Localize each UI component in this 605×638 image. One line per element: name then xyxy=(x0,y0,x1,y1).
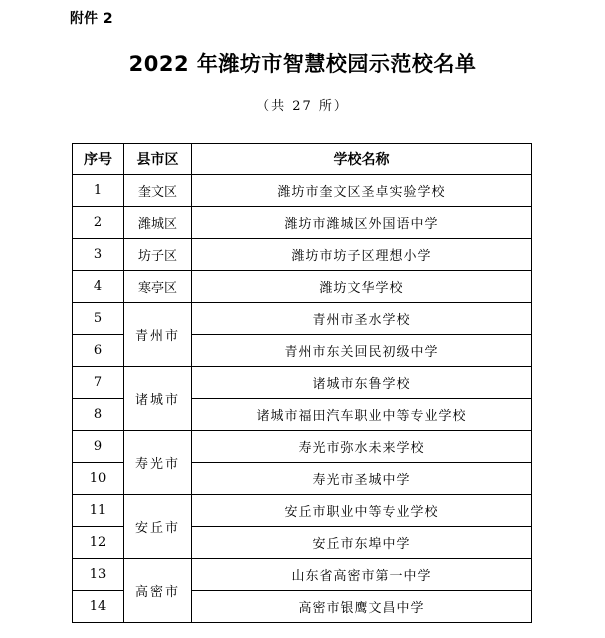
row-number: 3 xyxy=(73,239,124,271)
school-name-cell: 潍坊市潍城区外国语中学 xyxy=(192,207,532,239)
table-row xyxy=(73,559,532,591)
district-cell: 青州市 xyxy=(124,303,192,367)
row-number: 7 xyxy=(73,367,124,399)
row-number: 12 xyxy=(73,527,124,559)
district-cell: 坊子区 xyxy=(124,239,192,271)
school-name-cell: 山东省高密市第一中学 xyxy=(192,559,532,591)
row-number: 11 xyxy=(73,495,124,527)
school-name-cell: 高密市银鹰文昌中学 xyxy=(192,591,532,623)
row-number: 4 xyxy=(73,271,124,303)
row-number: 1 xyxy=(73,175,124,207)
school-name-cell: 潍坊文华学校 xyxy=(192,271,532,303)
table-row xyxy=(73,303,532,335)
row-number: 9 xyxy=(73,431,124,463)
district-cell: 寒亭区 xyxy=(124,271,192,303)
school-name-cell: 安丘市职业中等专业学校 xyxy=(192,495,532,527)
table-row xyxy=(73,271,532,303)
school-name-cell: 诸城市东鲁学校 xyxy=(192,367,532,399)
table-row xyxy=(73,431,532,463)
table-row xyxy=(73,367,532,399)
row-number: 6 xyxy=(73,335,124,367)
row-number: 8 xyxy=(73,399,124,431)
school-name-cell: 青州市圣水学校 xyxy=(192,303,532,335)
table-row xyxy=(73,239,532,271)
row-number: 5 xyxy=(73,303,124,335)
table-row xyxy=(73,495,532,527)
school-name-cell: 潍坊市坊子区理想小学 xyxy=(192,239,532,271)
header-school-name: 学校名称 xyxy=(192,144,532,175)
school-name-cell: 诸城市福田汽车职业中等专业学校 xyxy=(192,399,532,431)
header-number: 序号 xyxy=(73,144,124,175)
table-row xyxy=(73,207,532,239)
school-name-cell: 青州市东关回民初级中学 xyxy=(192,335,532,367)
school-list-table xyxy=(72,143,532,623)
school-name-cell: 潍坊市奎文区圣卓实验学校 xyxy=(192,175,532,207)
table-body xyxy=(73,175,532,623)
district-cell: 诸城市 xyxy=(124,367,192,431)
table-header-row xyxy=(73,144,532,175)
row-number: 14 xyxy=(73,591,124,623)
header-district: 县市区 xyxy=(124,144,192,175)
attachment-label: 附件 2 xyxy=(70,11,113,27)
page-title: 2022 年潍坊市智慧校园示范校名单 xyxy=(128,52,477,76)
school-name-cell: 安丘市东埠中学 xyxy=(192,527,532,559)
district-cell: 奎文区 xyxy=(124,175,192,207)
school-name-cell: 寿光市圣城中学 xyxy=(192,463,532,495)
row-number: 10 xyxy=(73,463,124,495)
district-cell: 高密市 xyxy=(124,559,192,623)
district-cell: 安丘市 xyxy=(124,495,192,559)
district-cell: 潍城区 xyxy=(124,207,192,239)
row-number: 2 xyxy=(73,207,124,239)
table-row xyxy=(73,175,532,207)
page-subtitle: （共 27 所） xyxy=(256,99,349,114)
district-cell: 寿光市 xyxy=(124,431,192,495)
row-number: 13 xyxy=(73,559,124,591)
school-name-cell: 寿光市弥水未来学校 xyxy=(192,431,532,463)
